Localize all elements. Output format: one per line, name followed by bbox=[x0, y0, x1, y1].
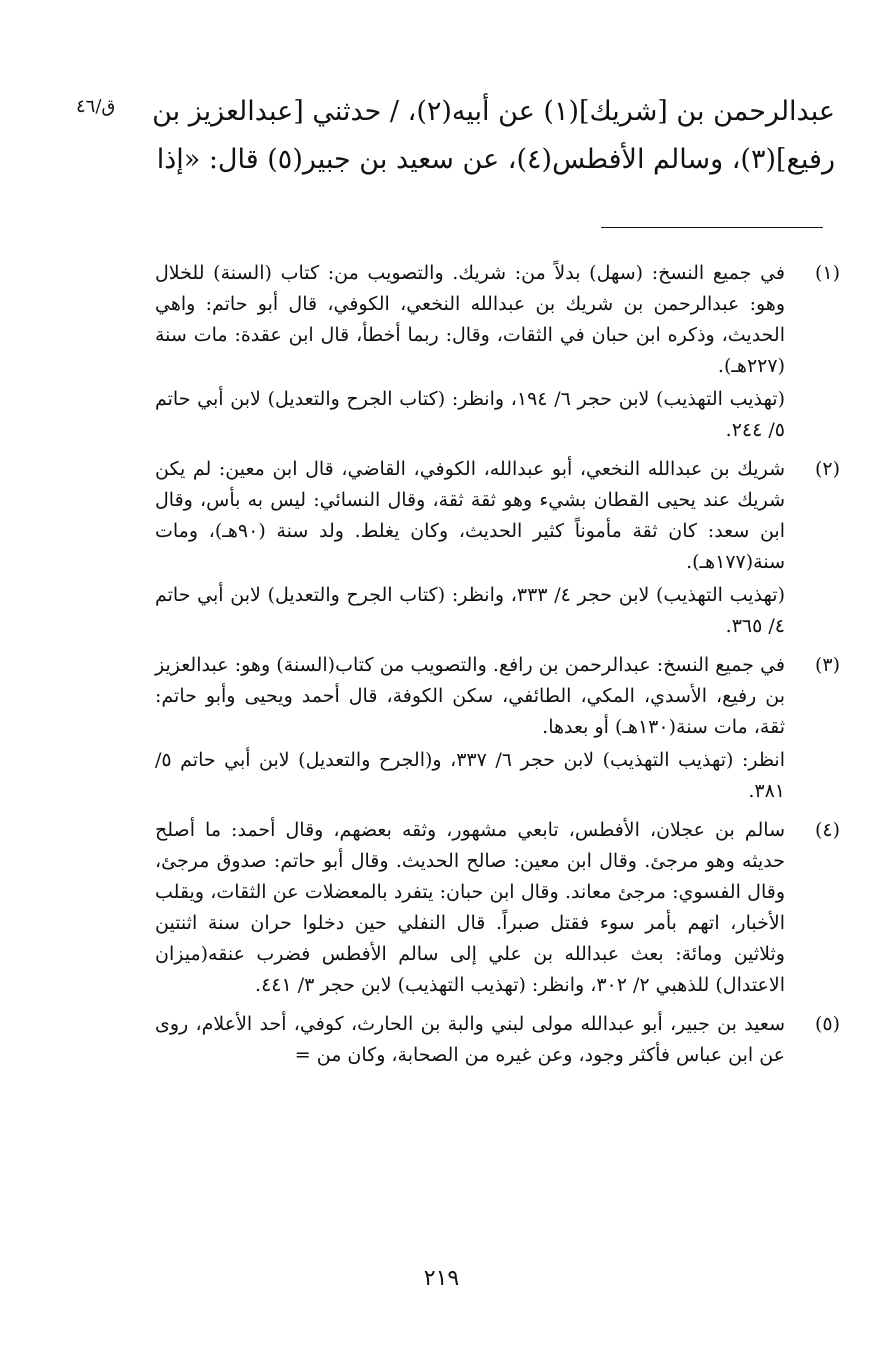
footnote-paragraph: (تهذيب التهذيب) لابن حجر ٤/ ٣٣٣، وانظر: (كتاب الجرح والتعديل) لابن أبي حاتم ٤/ ٣٦٥. bbox=[155, 584, 785, 637]
footnote-number: (٢) bbox=[814, 458, 840, 480]
footnote-2 bbox=[155, 454, 840, 644]
footnote-paragraph: (تهذيب التهذيب) لابن حجر ٦/ ١٩٤، وانظر: (كتاب الجرح والتعديل) لابن أبي حاتم ٥/ ٢٤٤. bbox=[155, 388, 785, 441]
footnote-paragraph: شريك بن عبدالله النخعي، أبو عبدالله، الكوفي، القاضي، قال ابن معين: لم يكن شريك عند يحيى القطان بشيء وهو ثقة ثقة، وقال النسائي: ليس به بأس، وقال ابن سعد: كان ثقة مأموناً كثير الحديث، وكان يغلط. ولد سنة (٩٠هـ)، ومات سنة(١٧٧هـ). bbox=[155, 458, 786, 573]
footnote-body bbox=[155, 1009, 785, 1073]
footnote-paragraph: سعيد بن جبير، أبو عبدالله مولى لبني والبة بن الحارث، كوفي، أحد الأعلام، روى عن ابن عباس فأكثر وجود، وعن غيره من الصحابة، وكان من = bbox=[155, 1013, 785, 1066]
footnote-number: (٣) bbox=[814, 654, 840, 676]
manuscript-folio-note: ق/٤٦ bbox=[76, 96, 116, 117]
footnote-paragraph: في جميع النسخ: (سهل) بدلاً من: شريك. والتصويب من: كتاب (السنة) للخلال وهو: عبدالرحمن بن شريك بن عبدالله النخعي، الكوفي، قال أبو حاتم: واهي الحديث، وذكره ابن حبان في الثقات، وقال: ربما أخطأ، قال ابن عقدة: مات سنة (٢٢٧هـ). bbox=[155, 262, 785, 377]
footnote-1 bbox=[155, 258, 840, 448]
main-text-line-2: رفيع](٣)، وسالم الأفطس(٤)، عن سعيد بن جبير(٥) قال: «إذا bbox=[156, 144, 835, 175]
footnote-3 bbox=[155, 650, 840, 809]
main-text bbox=[150, 88, 835, 184]
footnote-paragraph: انظر: (تهذيب التهذيب) لابن حجر ٦/ ٣٣٧، و(الجرح والتعديل) لابن أبي حاتم ٥/ ٣٨١. bbox=[155, 749, 785, 802]
footnote-5 bbox=[155, 1009, 840, 1073]
footnote-body bbox=[155, 454, 785, 644]
footnote-body bbox=[155, 650, 785, 809]
footnote-paragraph: سالم بن عجلان، الأفطس، تابعي مشهور، وثقه بعضهم، وقال أحمد: ما أصلح حديثه وهو مرجئ. وقال ابن معين: صالح الحديث. وقال أبو حاتم: صدوق مرجئ، وقال الفسوي: مرجئ معاند. وقال ابن حبان: يتفرد بالمعضلات عن الثقات، ويقلب الأخبار، اتهم بأمر سوء فقتل صبراً. قال النفلي حين دخلوا حران سنة اثنتين وثلاثين ومائة: بعث عبدالله بن علي إلى سالم الأفطس فضرب عنقه(ميزان الاعتدال) للذهبي ٢/ ٣٠٢، وانظر: (تهذيب التهذيب) لابن حجر ٣/ ٤٤١. bbox=[155, 819, 785, 996]
footnote-4 bbox=[155, 815, 840, 1003]
footnote-body bbox=[155, 258, 785, 448]
main-text-line-1: عبدالرحمن بن [شريك](١) عن أبيه(٢)، / حدثني [عبدالعزيز بن bbox=[152, 96, 835, 127]
page-number: ٢١٩ bbox=[423, 1266, 460, 1291]
footnote-body bbox=[155, 815, 785, 1003]
footnote-paragraph: في جميع النسخ: عبدالرحمن بن رافع. والتصويب من كتاب(السنة) وهو: عبدالعزيز بن رفيع، الأسدي، المكي، الطائفي، سكن الكوفة، قال أحمد ويحيى وأبو حاتم: ثقة، مات سنة(١٣٠هـ) أو بعدها. bbox=[155, 654, 785, 738]
footnote-separator bbox=[601, 227, 823, 228]
footnote-number: (٤) bbox=[814, 819, 840, 841]
footnote-number: (٥) bbox=[814, 1013, 840, 1035]
footnotes bbox=[155, 258, 840, 1079]
footnote-number: (١) bbox=[814, 262, 840, 284]
